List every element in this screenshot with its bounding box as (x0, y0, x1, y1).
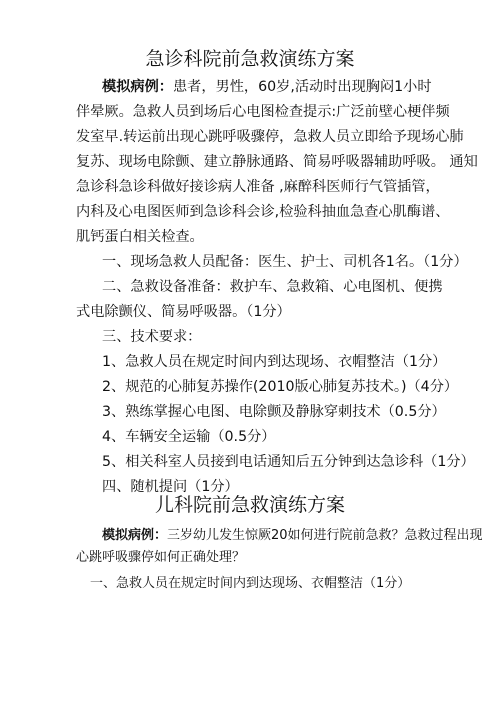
case-line: 伴晕厥。急救人员到场后心电图检查提示:广泛前壁心梗伴频 (76, 104, 450, 120)
list-item: 3、熟练掌握心电图、电除颤及静脉穿刺技术（0.5分） (102, 404, 446, 420)
list-item: 2、规范的心肺复苏操作(2010版心肺复苏技术。)（4分） (102, 379, 459, 395)
document-title-2: 儿科院前急救演练方案 (154, 494, 345, 516)
list-item: 四、随机提问（1分） (102, 479, 239, 495)
case-line: 肌钙蛋白相关检查。 (76, 229, 204, 245)
document-title-1: 急诊科院前急救演练方案 (145, 48, 355, 70)
list-item: 4、车辆安全运输（0.5分） (102, 429, 276, 445)
case-line: 复苏、现场电除颤、建立静脉通路、简易呼吸器辅助呼吸。 通知 (76, 154, 478, 170)
case-line-first (102, 77, 432, 97)
list-item: 1、急救人员在规定时间内到达现场、衣帽整洁（1分） (102, 354, 447, 370)
list-item: 式电除颤仪、简易呼吸器。（1分） (76, 304, 291, 320)
list-item: 二、急救设备准备：救护车、急救箱、心电图机、便携 (102, 279, 443, 295)
list-item: 一、现场急救人员配备：医生、护士、司机各1名。（1分） (102, 254, 468, 270)
list-item: 5、相关科室人员接到电话通知后五分钟到达急诊科（1分） (102, 454, 475, 470)
list-item: 一、急救人员在规定时间内到达现场、衣帽整洁（1分） (90, 576, 411, 591)
list-item: 三、技术要求： (102, 329, 202, 345)
case-label: 模拟病例： (102, 528, 168, 543)
case-line: 心跳呼吸骤停如何正确处理？ (76, 550, 246, 565)
case-label: 模拟病例： (102, 79, 173, 95)
case-line: 发室早.转运前出现心跳呼吸骤停，急救人员立即给予现场心肺 (76, 129, 464, 145)
case-line: 急诊科急诊科做好接诊病人准备 ,麻醉科医师行气管插管， (76, 179, 440, 195)
case-text: 患者，男性，60岁,活动时出现胸闷1小时 (172, 79, 432, 95)
case-line-first (102, 526, 483, 546)
case-text: 三岁幼儿发生惊厥20如何进行院前急救？急救过程出现 (167, 528, 483, 543)
case-line: 内科及心电图医师到急诊科会诊,检验科抽血急查心肌酶谱、 (76, 204, 450, 220)
